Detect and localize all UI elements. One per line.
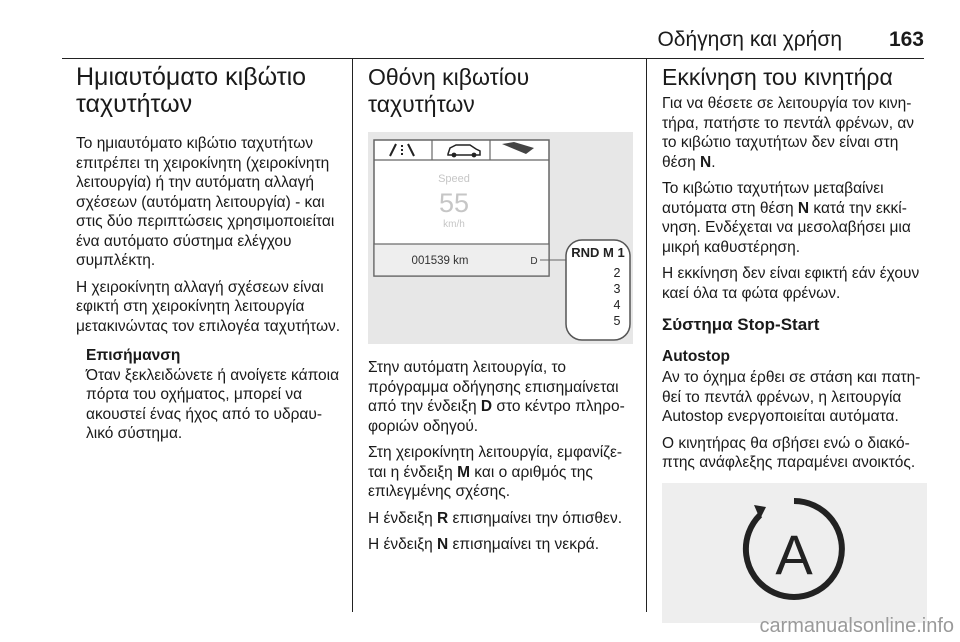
note-box [76, 346, 344, 444]
paragraph: Η εκκίνηση δεν είναι εφικτή εάν έχουν καεί όλα τα φώτα φρένων. [662, 265, 920, 302]
column-3 [662, 64, 927, 623]
subheading-autostop: Autostop [662, 347, 731, 365]
speed-unit: km/h [443, 219, 465, 230]
paragraph: Το ημιαυτόματο κιβώτιο ταχυτήτων επιτρέπει τη χειροκίνητη (χειροκίνητη λειτουργία) ή την αυτόματη αλλαγή σχέσεων (αυτόματη λειτουργία) - και στις δύο περιπτώσεις χρησιμοποιείται ένα αυτόματο σύστημα ελέγχου συμπλέκτη. [76, 135, 335, 269]
section-heading-engine-start: Εκκίνηση του κινητήρα [662, 64, 893, 90]
autostop-icon [662, 483, 927, 623]
note-title: Επισήμανση [86, 347, 181, 364]
header-title: Οδήγηση και χρήση [657, 28, 842, 51]
column-2 [368, 64, 633, 562]
paragraph: Ο κινητήρας θα σβήσει ενώ ο διακόπτης ανάφλεξης παραμένει ανοικτός. [662, 434, 916, 471]
gear-row: RND M 1 [571, 245, 625, 260]
gear-number: 2 [613, 266, 621, 280]
header-rule [62, 58, 924, 59]
paragraph: Η ένδειξη N επισημαίνει τη νεκρά. [368, 536, 600, 553]
page-number: 163 [888, 28, 924, 51]
odometer-reading: 001539 km [411, 255, 469, 267]
paragraph: Στη χειροκίνητη λειτουργία, εμφανίζεται η ένδειξη M και ο αριθμός της επιλεγμένης σχέσης. [368, 444, 623, 500]
column-divider-1 [352, 58, 353, 612]
speed-label: Speed [438, 173, 470, 185]
paragraph: Η ένδειξη R επισημαίνει την όπισθεν. [368, 509, 622, 527]
note-text: Όταν ξεκλειδώνετε ή ανοίγετε κάποια πόρτα του οχήματος, μπορεί να ακουστεί ένας ήχος από το υδραυλικό σύστημα. [86, 366, 340, 442]
watermark: carmanualsonline.info [759, 615, 954, 637]
autostop-icon-figure [662, 483, 927, 623]
gear-number: 3 [613, 282, 621, 296]
paragraph: Το κιβώτιο ταχυτήτων μεταβαίνει αυτόματα στη θέση N κατά την εκκίνηση. Ενδέχεται να μεσολαβήσει μια μικρή καθυστέρηση. [662, 180, 911, 256]
column-1 [76, 64, 344, 444]
column-divider-2 [646, 58, 647, 612]
gear-indicator-d: D [530, 256, 538, 267]
gear-display-figure [368, 132, 633, 344]
gear-number: 5 [613, 314, 621, 328]
page-header [62, 28, 924, 60]
paragraph: Η χειροκίνητη αλλαγή σχέσεων είναι εφικτή στη χειροκίνητη λειτουργία μετακινώντας τον επιλογέα ταχυτήτων. [76, 278, 341, 335]
section-heading-gear-display: Οθόνη κιβωτίου ταχυτήτων [368, 64, 530, 117]
paragraph: Για να θέσετε σε λειτουργία τον κινητήρα, πατήστε το πεντάλ φρένων, αν το κιβώτιο ταχυτήτων δεν είναι στη θέση N. [662, 95, 915, 171]
paragraph: Αν το όχημα έρθει σε στάση και πατηθεί το πεντάλ φρένων, η λειτουργία Autostop ενεργοποιείται αυτόματα. [662, 369, 921, 425]
speed-value: 55 [438, 188, 470, 218]
gear-number: 4 [613, 298, 621, 312]
section-heading-semi-automatic: Ημιαυτόματο κιβώτιο ταχυτήτων [76, 63, 307, 118]
subheading-stop-start: Σύστημα Stop-Start [662, 315, 820, 334]
paragraph: Στην αυτόματη λειτουργία, το πρόγραμμα οδήγησης επισημαίνεται από την ένδειξη D στο κέντρο πληροφοριών οδηγού. [368, 359, 625, 435]
autostop-letter: A [775, 522, 813, 586]
instrument-cluster-illustration [368, 132, 633, 344]
